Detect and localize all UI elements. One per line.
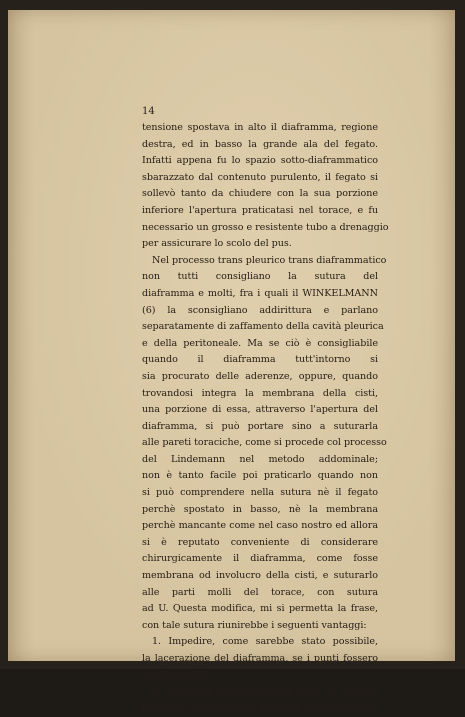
text-line: Nel processo trans pleurico trans diaframmatico — [152, 254, 387, 266]
text-line: con tale sutura riunirebbe i seguenti vantaggi: — [142, 619, 367, 631]
text-line: (6) la sconsigliano addirittura e parlano — [142, 304, 378, 316]
text-line: si può comprendere nella sutura nè il fegato — [142, 487, 378, 499]
text-line: sia procurato delle aderenze, oppure, quando — [142, 370, 378, 382]
text-line: diaframma e molti, fra i quali il WINKELMANN — [142, 287, 378, 299]
text-line: per assicurare lo scolo del pus. — [142, 238, 292, 250]
text-line: non è tanto facile poi praticarlo quando non — [142, 470, 378, 482]
body-text — [142, 120, 389, 717]
text-line: formando attorno delle barriere insormontabili. — [142, 702, 378, 714]
text-line: membrana od involucro della cisti, e suturarlo — [142, 570, 378, 582]
text-line: Infatti appena fu lo spazio sotto-diaframmatico — [142, 155, 378, 167]
text-line: la lacerazione del diaframma, se i punti fossero — [142, 653, 378, 664]
text-line: necessario un grosso e resistente tubo a drenaggio — [142, 221, 389, 233]
text-line: del Lindemann nel metodo addominale; — [142, 453, 378, 465]
text-line: alle parti molli del torace, con sutura — [142, 586, 378, 598]
text-line: sbarazzato dal contenuto purulento, il fegato si — [142, 171, 378, 183]
page-number: 14 — [142, 106, 155, 117]
text-line: sollevò tanto da chiudere con la sua porzione — [142, 188, 378, 200]
text-line: 1. Impedire, come sarebbe stato possibile, — [152, 636, 378, 648]
text-line: tensione spostava in alto il diaframma, regione — [142, 122, 378, 133]
text-line: ad U. Questa modifica, mi si permetta la frase, — [142, 603, 378, 615]
text-line: quando il diaframma tutt'intorno si — [142, 354, 378, 366]
text-line: chirurgicamente il diaframma, come fosse — [142, 553, 378, 565]
text-line: una porzione di essa, attraverso l'apertura del — [142, 404, 378, 416]
text-line: separatamente di zaffamento della cavità pleurica — [142, 321, 384, 333]
text-line: 2. Chiudere ermeticamente tutte le cavità, — [152, 686, 378, 698]
text-line: trovandosi integra la membrana della cisti, — [142, 387, 378, 399]
text-line: perchè spostato in basso, nè la membrana — [142, 503, 378, 515]
text-line: alle pareti toraciche, come si procede col processo — [142, 437, 387, 449]
book-page — [8, 10, 455, 714]
text-line: e della peritoneale. Ma se ciò è consigliabile — [142, 337, 378, 349]
text-line: non tutti consigliano la sutura del — [142, 271, 378, 283]
text-line: si è reputato conveniente di considerare — [142, 536, 378, 548]
text-line: stati semplici. — [142, 669, 210, 681]
text-line: diaframma, si può portare sino a suturarla — [142, 420, 378, 432]
text-line: inferiore l'apertura praticatasi nel torace, e fu — [142, 204, 378, 216]
text-line: perchè mancante come nel caso nostro ed allora — [142, 520, 378, 532]
text-line: destra, ed in basso la grande ala del fegato. — [142, 138, 378, 150]
